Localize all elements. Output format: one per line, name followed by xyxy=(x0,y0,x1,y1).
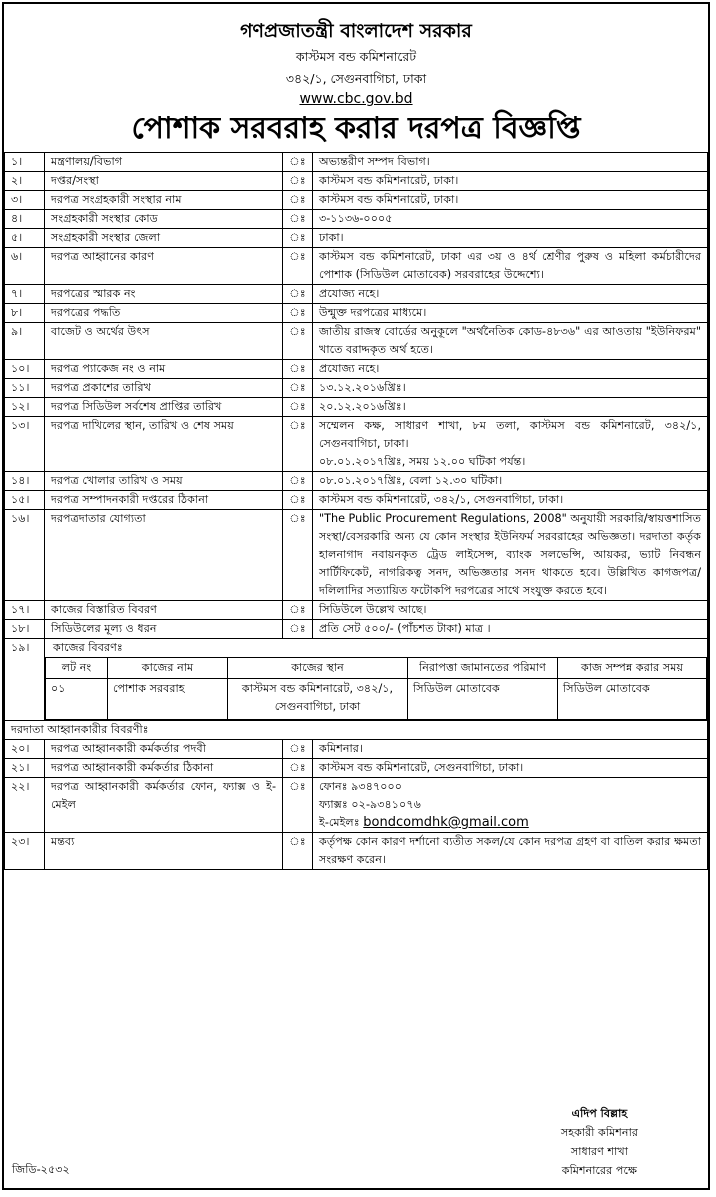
work-header-cell: কাজ সম্পন্ন করার সময় xyxy=(558,658,707,679)
row-value-text: সম্মেলন কক্ষ, সাধারণ শাখা, ৮ম তলা, কাস্টমস বন্ড কমিশনারেট, ৩৪২/১, সেগুনবাগিচা, ঢাকা। xyxy=(319,419,701,450)
row-value-text: কাস্টমস বন্ড কমিশনারেট, ৩৪২/১, সেগুনবাগিচা, ঢাকা। xyxy=(319,493,564,506)
row-value xyxy=(313,491,708,510)
signatory-branch: সাধারণ শাখা xyxy=(570,1145,628,1158)
work-header-cell: নিরাপত্তা জামানতের পরিমাণ xyxy=(408,658,558,679)
row-value xyxy=(313,172,708,191)
row-value xyxy=(313,229,708,248)
row-colon: ঃ xyxy=(283,360,313,379)
notice-title: পোশাক সরবরাহ করার দরপত্র বিজ্ঞপ্তি xyxy=(131,111,581,146)
row-label: দরপত্র খোলার তারিখ ও সময় xyxy=(45,472,283,491)
row-colon: ঃ xyxy=(283,759,313,778)
row-value xyxy=(313,417,708,472)
row-value xyxy=(313,323,708,360)
row-value xyxy=(313,472,708,491)
notice-frame xyxy=(2,2,710,1190)
row-label: দরপত্র আহ্বানের কারণ xyxy=(45,248,283,285)
row-serial: ৬। xyxy=(5,248,45,285)
contact-row xyxy=(5,778,708,833)
row-serial: ১৯। xyxy=(5,639,45,721)
row-value xyxy=(313,379,708,398)
inviter-heading-row xyxy=(5,721,708,740)
row-value-text: কমিশনার। xyxy=(319,742,363,755)
table-row xyxy=(5,472,708,491)
inviter-heading: দরদাতা আহ্বানকারীর বিবরণীঃ xyxy=(5,721,708,740)
row-colon: ঃ xyxy=(283,304,313,323)
row-value-text-extra: ০৮.০১.২০১৭খ্রিঃ, সময় ১২.০০ ঘটিকা পর্যন্ত। xyxy=(319,455,526,468)
row-label: দরপত্র সিডিউল সর্বশেষ প্রাপ্তির তারিখ xyxy=(45,398,283,417)
work-cell: সিডিউল মোতাবেক xyxy=(408,679,558,720)
row-value xyxy=(313,759,708,778)
email-label: ই-মেইলঃ xyxy=(319,816,360,829)
tender-table xyxy=(4,152,708,870)
row-serial: ২১। xyxy=(5,759,45,778)
signature-block xyxy=(561,1104,638,1180)
table-row xyxy=(5,360,708,379)
row-label: দরপত্র আহ্বানকারী কর্মকর্তার ঠিকানা xyxy=(45,759,283,778)
row-label: দরপত্রের স্মারক নং xyxy=(45,285,283,304)
table-row xyxy=(5,248,708,285)
row-value-text: সিডিউলে উল্লেখ আছে। xyxy=(319,603,427,616)
row-value-text: প্রযোজ্য নহে। xyxy=(319,362,380,375)
row-value xyxy=(313,248,708,285)
row-label: বাজেট ও অর্থের উৎস xyxy=(45,323,283,360)
row-value-text: প্রতি সেট ৫০০/- (পাঁচশত টাকা) মাত্র । xyxy=(319,622,491,635)
row-value-text: ২০.১২.২০১৬খ্রিঃ। xyxy=(319,400,406,413)
work-header-cell: কাজের নাম xyxy=(108,658,228,679)
row-colon: ঃ xyxy=(283,601,313,620)
row-value-text: "The Public Procurement Regulations, 2008" অনুযায়ী সরকারি/স্বায়ত্তশাসিত সংস্থা/বেসরকারি অন্য যে কোন সংস্থার ইউনিফর্ম সরবরাহের অভিজ্ঞতা। দরদাতা কর্তৃক হালনাগাদ নবায়নকৃত ট্রেড লাইসেন্স, ব্যাংক সলভেন্সি, আয়কর, ভ্যাট নিবন্ধন সার্টিফিকেট, নাগরিকত্ব সনদ, অভিজ্ঞতার সনদ থাকতে হবে। উল্লিখিত কাগজপত্র/দলিলাদির সত্যায়িত ফটোকপি দরপত্রের সাথে সংযুক্ত করতে হবে। xyxy=(319,512,701,597)
work-cell: কাস্টমস বন্ড কমিশনারেট, ৩৪২/১, সেগুনবাগিচা, ঢাকা xyxy=(228,679,408,720)
row-value xyxy=(313,360,708,379)
row-serial: ২। xyxy=(5,172,45,191)
row-label: সংগ্রহকারী সংস্থার জেলা xyxy=(45,229,283,248)
row-serial: ১১। xyxy=(5,379,45,398)
row-serial: ১২। xyxy=(5,398,45,417)
row-value-text: উন্মুক্ত দরপত্রের মাধ্যমে। xyxy=(319,306,427,319)
work-cell: সিডিউল মোতাবেক xyxy=(558,679,707,720)
row-label: দরপত্র সম্পাদনকারী দপ্তরের ঠিকানা xyxy=(45,491,283,510)
work-cell: পোশাক সরবরাহ xyxy=(108,679,228,720)
table-row xyxy=(5,491,708,510)
row-label: দপ্তর/সংস্থা xyxy=(45,172,283,191)
table-row xyxy=(5,759,708,778)
row-label: দরপত্রদাতার যোগ্যতা xyxy=(45,510,283,601)
row-serial: ১৬। xyxy=(5,510,45,601)
row-colon: ঃ xyxy=(283,620,313,639)
work-details-row xyxy=(5,639,708,721)
row-value xyxy=(313,210,708,229)
table-row xyxy=(5,601,708,620)
row-value-text: কাস্টমস বন্ড কমিশনারেট, ঢাকা। xyxy=(319,193,459,206)
government-name: গণপ্রজাতন্ত্রী বাংলাদেশ সরকার xyxy=(240,20,472,42)
row-colon: ঃ xyxy=(283,323,313,360)
row-label: কাজের বিস্তারিত বিবরণ xyxy=(45,601,283,620)
row-value-text: ০৮.০১.২০১৭খ্রিঃ, বেলা ১২.৩০ ঘটিকা। xyxy=(319,474,503,487)
row-colon: ঃ xyxy=(283,379,313,398)
office-address: ৩৪২/১, সেগুনবাগিচা, ঢাকা xyxy=(285,71,427,86)
row-colon: ঃ xyxy=(283,472,313,491)
website-link[interactable]: www.cbc.gov.bd xyxy=(299,91,413,107)
contact-email-line xyxy=(319,814,701,832)
work-table xyxy=(45,657,707,720)
row-value-text: ৩-১১৩৬-০০০৫ xyxy=(319,212,393,225)
row-value xyxy=(313,398,708,417)
row-serial: ২০। xyxy=(5,740,45,759)
row-value-text: জাতীয় রাজস্ব বোর্ডের অনুকূলে "অর্থনৈতিক কোড-৪৮৩৬" এর আওতায় "ইউনিফরম" খাতে বরাদ্দকৃত অর্থ হতে। xyxy=(319,325,701,356)
row-serial: ১। xyxy=(5,153,45,172)
row-colon: ঃ xyxy=(283,740,313,759)
work-header-cell: লট নং xyxy=(46,658,108,679)
row-serial: ৯। xyxy=(5,323,45,360)
row-colon: ঃ xyxy=(283,210,313,229)
table-row xyxy=(5,191,708,210)
table-row xyxy=(5,417,708,472)
row-value-text: কাস্টমস বন্ড কমিশনারেট, ঢাকা। xyxy=(319,174,459,187)
row-value-text: ঢাকা। xyxy=(319,231,344,244)
row-colon: ঃ xyxy=(283,417,313,472)
row-colon: ঃ xyxy=(283,153,313,172)
row-serial: ৩। xyxy=(5,191,45,210)
signatory-designation: সহকারী কমিশনার xyxy=(560,1126,638,1139)
row-label: দরপত্রের পদ্ধতি xyxy=(45,304,283,323)
row-colon: ঃ xyxy=(283,510,313,601)
row-serial: ১৭। xyxy=(5,601,45,620)
row-value xyxy=(313,285,708,304)
row-serial: ১৮। xyxy=(5,620,45,639)
table-row xyxy=(5,210,708,229)
work-table-row xyxy=(46,679,707,720)
table-row xyxy=(5,398,708,417)
office-name: কাস্টমস বন্ড কমিশনারেট xyxy=(295,49,417,64)
row-serial: ২৩। xyxy=(5,833,45,870)
row-label: সিডিউলের মূল্য ও ধরন xyxy=(45,620,283,639)
table-row xyxy=(5,285,708,304)
row-value xyxy=(313,510,708,601)
work-header-cell: কাজের স্থান xyxy=(228,658,408,679)
remark-row xyxy=(5,833,708,870)
row-label: দরপত্র দাখিলের স্থান, তারিখ ও শেষ সময় xyxy=(45,417,283,472)
table-row xyxy=(5,740,708,759)
row-serial: ৭। xyxy=(5,285,45,304)
row-value xyxy=(313,304,708,323)
work-cell: ০১ xyxy=(46,679,108,720)
table-row xyxy=(5,153,708,172)
row-colon: ঃ xyxy=(283,398,313,417)
row-value xyxy=(313,740,708,759)
row-serial: ১৪। xyxy=(5,472,45,491)
table-row xyxy=(5,229,708,248)
notice-header xyxy=(4,19,708,148)
row-serial: ১০। xyxy=(5,360,45,379)
contact-fax: ফ্যাক্সঃ ০২-৯৩৪১০৭৬ xyxy=(319,798,421,811)
row-value-text: কাস্টমস বন্ড কমিশনারেট, সেগুনবাগিচা, ঢাকা। xyxy=(319,761,524,774)
row-serial: ৪। xyxy=(5,210,45,229)
row-label: সংগ্রহকারী সংস্থার কোড xyxy=(45,210,283,229)
row-serial: ৮। xyxy=(5,304,45,323)
contact-value xyxy=(313,778,708,833)
contact-phone: ফোনঃ ৯৩৪৭০০০ xyxy=(319,780,403,793)
row-colon: ঃ xyxy=(283,191,313,210)
row-serial: ৫। xyxy=(5,229,45,248)
row-label: দরপত্র প্রকাশের তারিখ xyxy=(45,379,283,398)
row-label: দরপত্র আহ্বানকারী কর্মকর্তার পদবী xyxy=(45,740,283,759)
signatory-name: এদিপ বিল্লাহ xyxy=(571,1107,628,1120)
row-label: মন্তব্য xyxy=(45,833,283,870)
row-value-text: অভ্যন্তরীণ সম্পদ বিভাগ। xyxy=(319,155,430,168)
signatory-behalf: কমিশনারের পক্ষে xyxy=(561,1164,638,1177)
row-colon: ঃ xyxy=(283,833,313,870)
row-serial: ১৫। xyxy=(5,491,45,510)
row-value xyxy=(313,153,708,172)
gd-number: জিডি-২৫৩২ xyxy=(12,1163,70,1176)
work-details-cell xyxy=(45,639,708,721)
row-value-text: ১৩.১২.২০১৬খ্রিঃ। xyxy=(319,381,406,394)
row-value xyxy=(313,601,708,620)
row-label: মন্ত্রণালয়/বিভাগ xyxy=(45,153,283,172)
row-value xyxy=(313,620,708,639)
row-label: দরপত্র সংগ্রহকারী সংস্থার নাম xyxy=(45,191,283,210)
table-row xyxy=(5,172,708,191)
row-value xyxy=(313,191,708,210)
table-row xyxy=(5,323,708,360)
table-row xyxy=(5,379,708,398)
table-row xyxy=(5,620,708,639)
row-value-text: প্রযোজ্য নহে। xyxy=(319,287,380,300)
row-colon: ঃ xyxy=(283,172,313,191)
row-colon: ঃ xyxy=(283,248,313,285)
row-colon: ঃ xyxy=(283,491,313,510)
row-value: কর্তৃপক্ষ কোন কারণ দর্শানো ব্যতীত সকল/যে কোন দরপত্র গ্রহণ বা বাতিল করার ক্ষমতা সংরক্ষণ করেন। xyxy=(313,833,708,870)
row-label: দরপত্র প্যাকেজ নং ও নাম xyxy=(45,360,283,379)
work-table-header xyxy=(46,658,707,679)
row-label: দরপত্র আহ্বানকারী কর্মকর্তার ফোন, ফ্যাক্স ও ই-মেইল xyxy=(45,778,283,833)
work-details-label: কাজের বিবরণঃ xyxy=(53,641,123,654)
row-colon: ঃ xyxy=(283,229,313,248)
table-row xyxy=(5,510,708,601)
row-colon: ঃ xyxy=(283,778,313,833)
row-serial: ২২। xyxy=(5,778,45,833)
row-serial: ১৩। xyxy=(5,417,45,472)
row-value-text: কাস্টমস বন্ড কমিশনারেট, ঢাকা এর ৩য় ও ৪র্থ শ্রেণীর পুরুষ ও মহিলা কর্মচারীদের পোশাক (সিডিউল মোতাবেক) সরবরাহের উদ্দেশ্যে। xyxy=(319,250,701,281)
email-link[interactable]: bondcomdhk@gmail.com xyxy=(363,815,529,830)
table-row xyxy=(5,304,708,323)
row-colon: ঃ xyxy=(283,285,313,304)
